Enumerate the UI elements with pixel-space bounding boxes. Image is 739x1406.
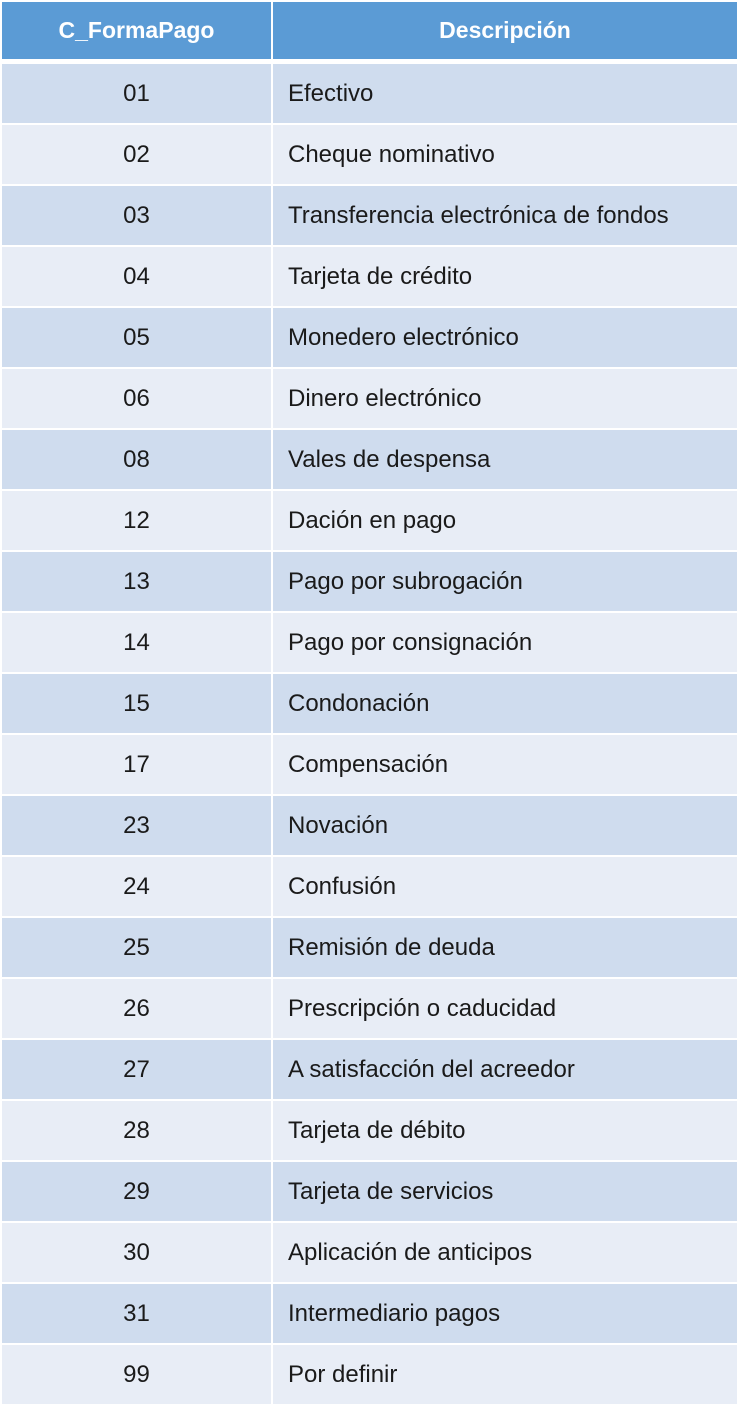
description-cell: Aplicación de anticipos [272,1222,737,1283]
description-cell: Efectivo [272,62,737,125]
header-code: C_FormaPago [2,2,272,62]
code-cell: 13 [2,551,272,612]
description-cell: Remisión de deuda [272,917,737,978]
code-cell: 06 [2,368,272,429]
code-cell: 29 [2,1161,272,1222]
table-row [2,978,737,1039]
code-cell: 28 [2,1100,272,1161]
description-cell: Tarjeta de servicios [272,1161,737,1222]
table-row [2,1039,737,1100]
table-row [2,429,737,490]
table-row [2,124,737,185]
description-cell: Dinero electrónico [272,368,737,429]
table-row [2,62,737,125]
table-row [2,307,737,368]
description-cell: Transferencia electrónica de fondos [272,185,737,246]
code-cell: 01 [2,62,272,125]
table-row [2,1344,737,1405]
table-row [2,1161,737,1222]
table-row [2,1100,737,1161]
code-cell: 02 [2,124,272,185]
description-cell: Dación en pago [272,490,737,551]
header-row [2,2,737,62]
table-row [2,734,737,795]
code-cell: 31 [2,1283,272,1344]
code-cell: 25 [2,917,272,978]
description-cell: A satisfacción del acreedor [272,1039,737,1100]
description-cell: Pago por subrogación [272,551,737,612]
description-cell: Confusión [272,856,737,917]
forma-pago-table [2,2,737,1406]
description-cell: Por definir [272,1344,737,1405]
code-cell: 27 [2,1039,272,1100]
table-body [2,62,737,1406]
table-row [2,1222,737,1283]
code-cell: 99 [2,1344,272,1405]
table-row [2,551,737,612]
code-cell: 24 [2,856,272,917]
table-header [2,2,737,62]
table-row [2,490,737,551]
code-cell: 12 [2,490,272,551]
table-row [2,368,737,429]
description-cell: Cheque nominativo [272,124,737,185]
description-cell: Compensación [272,734,737,795]
description-cell: Pago por consignación [272,612,737,673]
description-cell: Vales de despensa [272,429,737,490]
description-cell: Monedero electrónico [272,307,737,368]
header-description: Descripción [272,2,737,62]
code-cell: 08 [2,429,272,490]
table-row [2,1283,737,1344]
code-cell: 05 [2,307,272,368]
table-row [2,795,737,856]
description-cell: Prescripción o caducidad [272,978,737,1039]
code-cell: 04 [2,246,272,307]
description-cell: Condonación [272,673,737,734]
description-cell: Tarjeta de crédito [272,246,737,307]
table-row [2,185,737,246]
description-cell: Tarjeta de débito [272,1100,737,1161]
code-cell: 23 [2,795,272,856]
code-cell: 03 [2,185,272,246]
code-cell: 26 [2,978,272,1039]
table-row [2,673,737,734]
code-cell: 30 [2,1222,272,1283]
code-cell: 15 [2,673,272,734]
code-cell: 14 [2,612,272,673]
table-row [2,856,737,917]
description-cell: Intermediario pagos [272,1283,737,1344]
forma-pago-table-container [2,2,737,1406]
code-cell: 17 [2,734,272,795]
table-row [2,612,737,673]
table-row [2,917,737,978]
table-row [2,246,737,307]
description-cell: Novación [272,795,737,856]
